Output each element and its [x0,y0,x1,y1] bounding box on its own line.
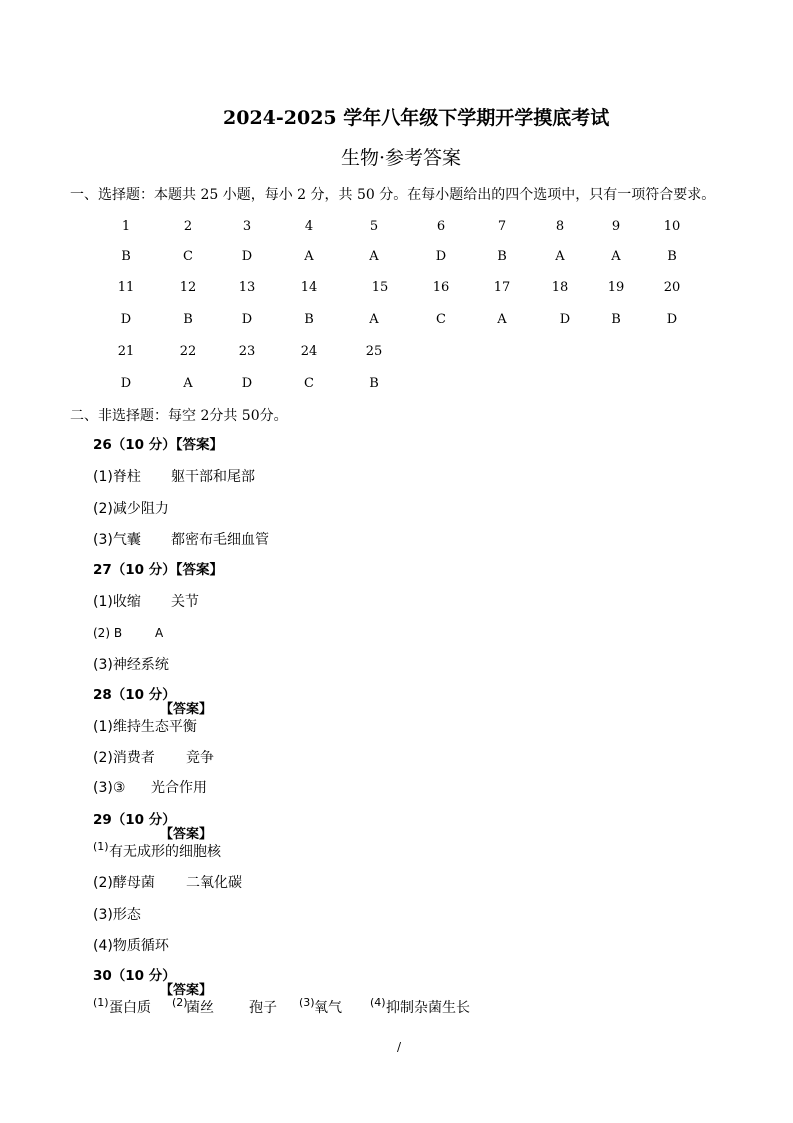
q28-header: 28（10 分） [93,687,176,703]
question-number-cell: 5 [369,219,379,234]
answer-letter-cell: D [241,249,253,264]
q28-answer-3: (3)③ [93,780,126,796]
question-number-cell: 24 [300,344,318,359]
q30-answer-4-number: (4) [370,996,386,1009]
q26-header: 26（10 分）【答案】 [93,437,224,453]
q28-answer-2: (2)消费者 [93,750,155,766]
q29-answer-4: (4)物质循环 [93,938,169,954]
q30-answer-tag: 【答案】 [160,983,213,998]
q26-answer-1: (1)脊柱 [93,469,141,485]
q30-answer-4: 抑制杂菌生长 [386,1000,470,1016]
q29-answer-2: (2)酵母菌 [93,875,155,891]
q29-header: 29（10 分） [93,812,176,828]
question-number-cell: 9 [611,219,621,234]
answer-letter-cell: B [497,249,507,264]
q27-answer-2b: A [155,626,164,640]
answer-letter-cell: A [555,249,565,264]
question-number-cell: 12 [179,280,197,295]
q28-answer-1: (1)维持生态平衡 [93,719,197,735]
q26-answer-3: (3)气囊 [93,532,141,548]
page-number-mark: / [397,1040,402,1054]
q27-header: 27（10 分）【答案】 [93,562,224,578]
question-number-cell: 8 [555,219,565,234]
q30-answer-2b: 孢子 [249,1000,277,1016]
question-number-cell: 18 [551,280,569,295]
question-number-cell: 4 [304,219,314,234]
answer-letter-cell: A [497,312,507,327]
question-number-cell: 22 [179,344,197,359]
question-number-cell: 6 [436,219,446,234]
question-number-cell: 1 [121,219,131,234]
question-number-cell: 23 [238,344,256,359]
question-number-cell: 15 [371,280,389,295]
q30-header: 30（10 分） [93,968,176,984]
answer-letter-cell: A [611,249,621,264]
q27-answer-2: (2) B [93,626,123,640]
q28-answer-tag: 【答案】 [160,702,213,717]
question-number-cell: 2 [183,219,193,234]
answer-letter-cell: C [436,312,446,327]
answer-letter-cell: D [435,249,447,264]
question-number-cell: 14 [300,280,318,295]
q28-answer-3b: 光合作用 [151,780,207,796]
question-number-cell: 7 [497,219,507,234]
q29-answer-tag: 【答案】 [160,827,213,842]
q28-answer-2b: 竞争 [186,750,214,766]
answer-letter-cell: D [120,376,132,391]
answer-letter-cell: B [611,312,621,327]
q26-answer-3b: 都密布毛细血管 [171,532,269,548]
q29-answer-3: (3)形态 [93,907,141,923]
answer-letter-cell: C [304,376,314,391]
part1-heading: 一、选择题：本题共 25 小题，每小 2 分，共 50 分。在每小题给出的四个选项中，只有一项符合要求。 [70,187,716,203]
answer-letter-cell: A [183,376,193,391]
q26-answer-1b: 躯干部和尾部 [171,469,255,485]
answer-letter-cell: B [183,312,193,327]
question-number-cell: 25 [365,344,383,359]
question-number-cell: 16 [432,280,450,295]
question-number-cell: 11 [117,280,135,295]
answer-letter-cell: C [183,249,193,264]
answer-letter-cell: D [241,376,253,391]
q29-answer-2b: 二氧化碳 [186,875,242,891]
question-number-cell: 17 [493,280,511,295]
answer-letter-cell: B [369,376,379,391]
answer-letter-cell: B [667,249,677,264]
answer-letter-cell: B [304,312,314,327]
q30-answer-2-number: (2) [172,996,188,1009]
q30-answer-3-number: (3) [299,996,315,1009]
q29-answer-1: 有无成形的细胞核 [109,844,221,860]
answer-letter-cell: A [369,312,379,327]
question-number-cell: 19 [607,280,625,295]
q29-answer-1-number: (1) [93,840,109,853]
page-title: 2024-2025 学年八年级下学期开学摸底考试 [223,107,610,129]
answer-letter-cell: D [241,312,253,327]
q27-answer-1: (1)收缩 [93,594,141,610]
q30-answer-1: 蛋白质 [109,1000,151,1016]
question-number-cell: 3 [242,219,252,234]
answer-letter-cell: A [369,249,379,264]
answer-letter-cell: D [666,312,678,327]
part2-heading: 二、非选择题：每空 2分共 50分。 [70,408,288,424]
q30-answer-1-number: (1) [93,996,109,1009]
answer-letter-cell: A [304,249,314,264]
q26-answer-2: (2)减少阻力 [93,501,169,517]
page-subtitle: 生物·参考答案 [341,147,462,169]
q27-answer-3: (3)神经系统 [93,657,169,673]
question-number-cell: 10 [663,219,681,234]
answer-letter-cell: D [559,312,571,327]
question-number-cell: 13 [238,280,256,295]
question-number-cell: 20 [663,280,681,295]
answer-letter-cell: D [120,312,132,327]
q30-answer-2: 菌丝 [186,1000,214,1016]
q27-answer-1b: 关节 [171,594,199,610]
question-number-cell: 21 [117,344,135,359]
q30-answer-3: 氧气 [314,1000,342,1016]
answer-letter-cell: B [121,249,131,264]
